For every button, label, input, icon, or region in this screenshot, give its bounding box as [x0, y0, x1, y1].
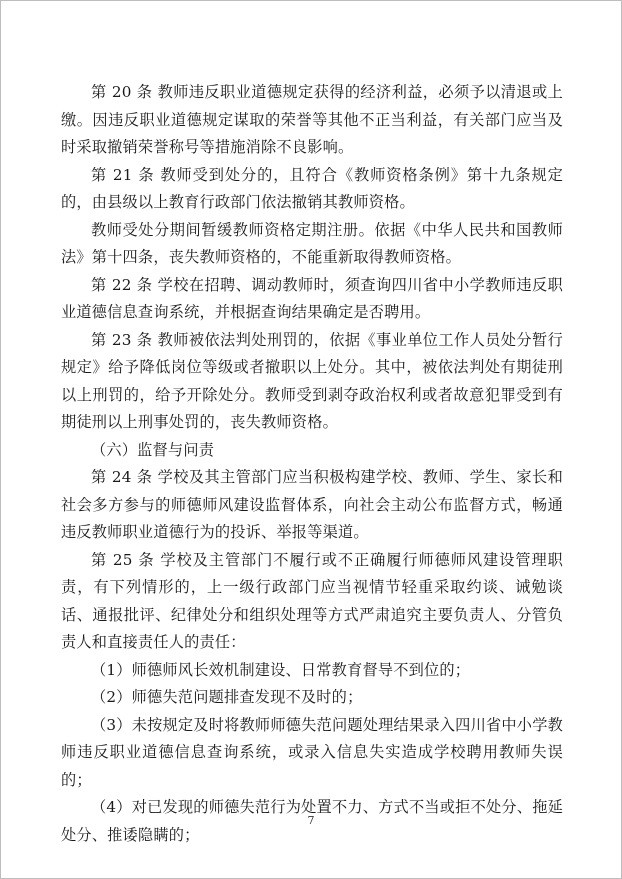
list-item-1: （1）师德师风长效机制建设、日常教育督导不到位的；: [91, 660, 471, 679]
article-21-continued: 教师受处分期间暂缓教师资格定期注册。依据《中华人民共和国教师法》第十四条，丧失教师资格的，不能重新取得教师资格。: [61, 220, 563, 266]
article-22: 第 22 条 学校在招聘、调动教师时，须查询四川省中小学教师违反职业道德信息查询系统，并根据查询结果确定是否聘用。: [61, 275, 563, 321]
article-25: 第 25 条 学校及主管部门不履行或不正确履行师德师风建设管理职责，有下列情形的，上一级行政部门应当视情节轻重采取约谈、诫勉谈话、通报批评、纪律处分和组织处理等方式严肃追究主要负责人、分管负责人和直接责任人的责任：: [61, 550, 563, 651]
article-23: 第 23 条 教师被依法判处刑罚的，依据《事业单位工作人员处分暂行规定》给予降低岗位等级或者撤职以上处分。其中，被依法判处有期徒刑以上刑罚的，给予开除处分。教师受到剥夺政治权利或者故意犯罪受到有期徒刑以上刑事处罚的，丧失教师资格。: [61, 330, 563, 431]
document-body: [61, 79, 563, 849]
article-24: 第 24 条 学校及其主管部门应当积极构建学校、教师、学生、家长和社会多方参与的师德师风建设监督体系，向社会主动公布监督方式，畅通违反教师职业道德行为的投诉、举报等渠道。: [61, 468, 563, 541]
section-heading-supervision: （六）监督与问责: [91, 440, 215, 459]
list-item-4: （4）对已发现的师德失范行为处置不力、方式不当或拒不处分、拖延处分、推诿隐瞒的；: [61, 798, 563, 844]
list-item-2: （2）师德失范问题排查发现不及时的；: [91, 688, 363, 706]
article-20: 第 20 条 教师违反职业道德规定获得的经济利益，必须予以清退或上缴。因违反职业道德规定谋取的荣誉等其他不正当利益，有关部门应当及时采取撤销荣誉称号等措施消除不良影响。: [61, 83, 563, 156]
page-number: 7: [307, 814, 315, 827]
article-21: 第 21 条 教师受到处分的，且符合《教师资格条例》第十九条规定的，由县级以上教育行政部门依法撤销其教师资格。: [61, 165, 563, 211]
list-item-3: （3）未按规定及时将教师师德失范问题处理结果录入四川省中小学教师违反职业道德信息查询系统，或录入信息失实造成学校聘用教师失误的；: [61, 715, 563, 789]
